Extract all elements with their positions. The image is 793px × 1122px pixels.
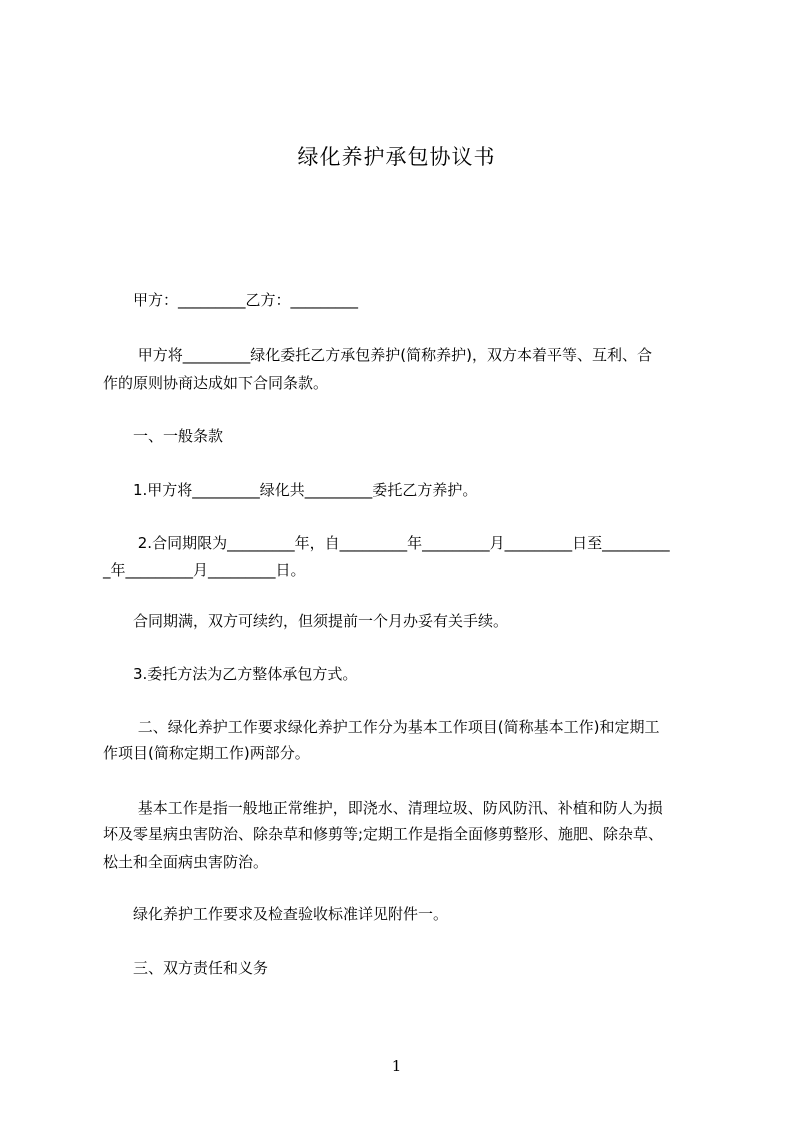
section-heading-general: 一、一般条款 [103,427,224,445]
section-two-line-2: 作项目(简称定期工作)两部分。 [103,744,310,762]
section-heading-responsibilities: 三、双方责任和义务 [103,959,269,977]
clause-3: 3.委托方法为乙方整体承包方式。 [103,665,358,683]
intro-paragraph-line-2: 作的原则协商达成如下合同条款。 [103,374,329,392]
basic-work-line-2: 坏及零星病虫害防治、除杂草和修剪等;定期工作是指全面修剪整形、施肥、除杂草、 [103,825,664,843]
renewal-paragraph: 合同期满，双方可续约，但须提前一个月办妥有关手续。 [103,612,509,630]
section-two-line-1: 二、绿化养护工作要求绿化养护工作分为基本工作项目(简称基本工作)和定期工 [103,718,660,736]
clause-1: 1.甲方将_________绿化共_________委托乙方养护。 [103,481,478,499]
clause-2-line-2: _年_________月_________日。 [103,561,306,579]
inspection-paragraph: 绿化养护工作要求及检查验收标准详见附件一。 [103,905,449,923]
document-title: 绿化养护承包协议书 [297,145,496,169]
basic-work-line-3: 松土和全面病虫害防治。 [103,853,269,871]
party-line: 甲方：_________乙方：_________ [103,291,359,309]
intro-paragraph-line-1: 甲方将_________绿化委托乙方承包养护(简称养护)，双方本着平等、互利、合 [103,346,652,364]
clause-2-line-1: 2.合同期限为_________年，自_________年_________月_________日至_________ [103,534,670,552]
basic-work-line-1: 基本工作是指一般地正常维护，即浇水、清理垃圾、防风防汛、补植和防人为损 [103,799,663,817]
page-number: 1 [391,1057,402,1075]
